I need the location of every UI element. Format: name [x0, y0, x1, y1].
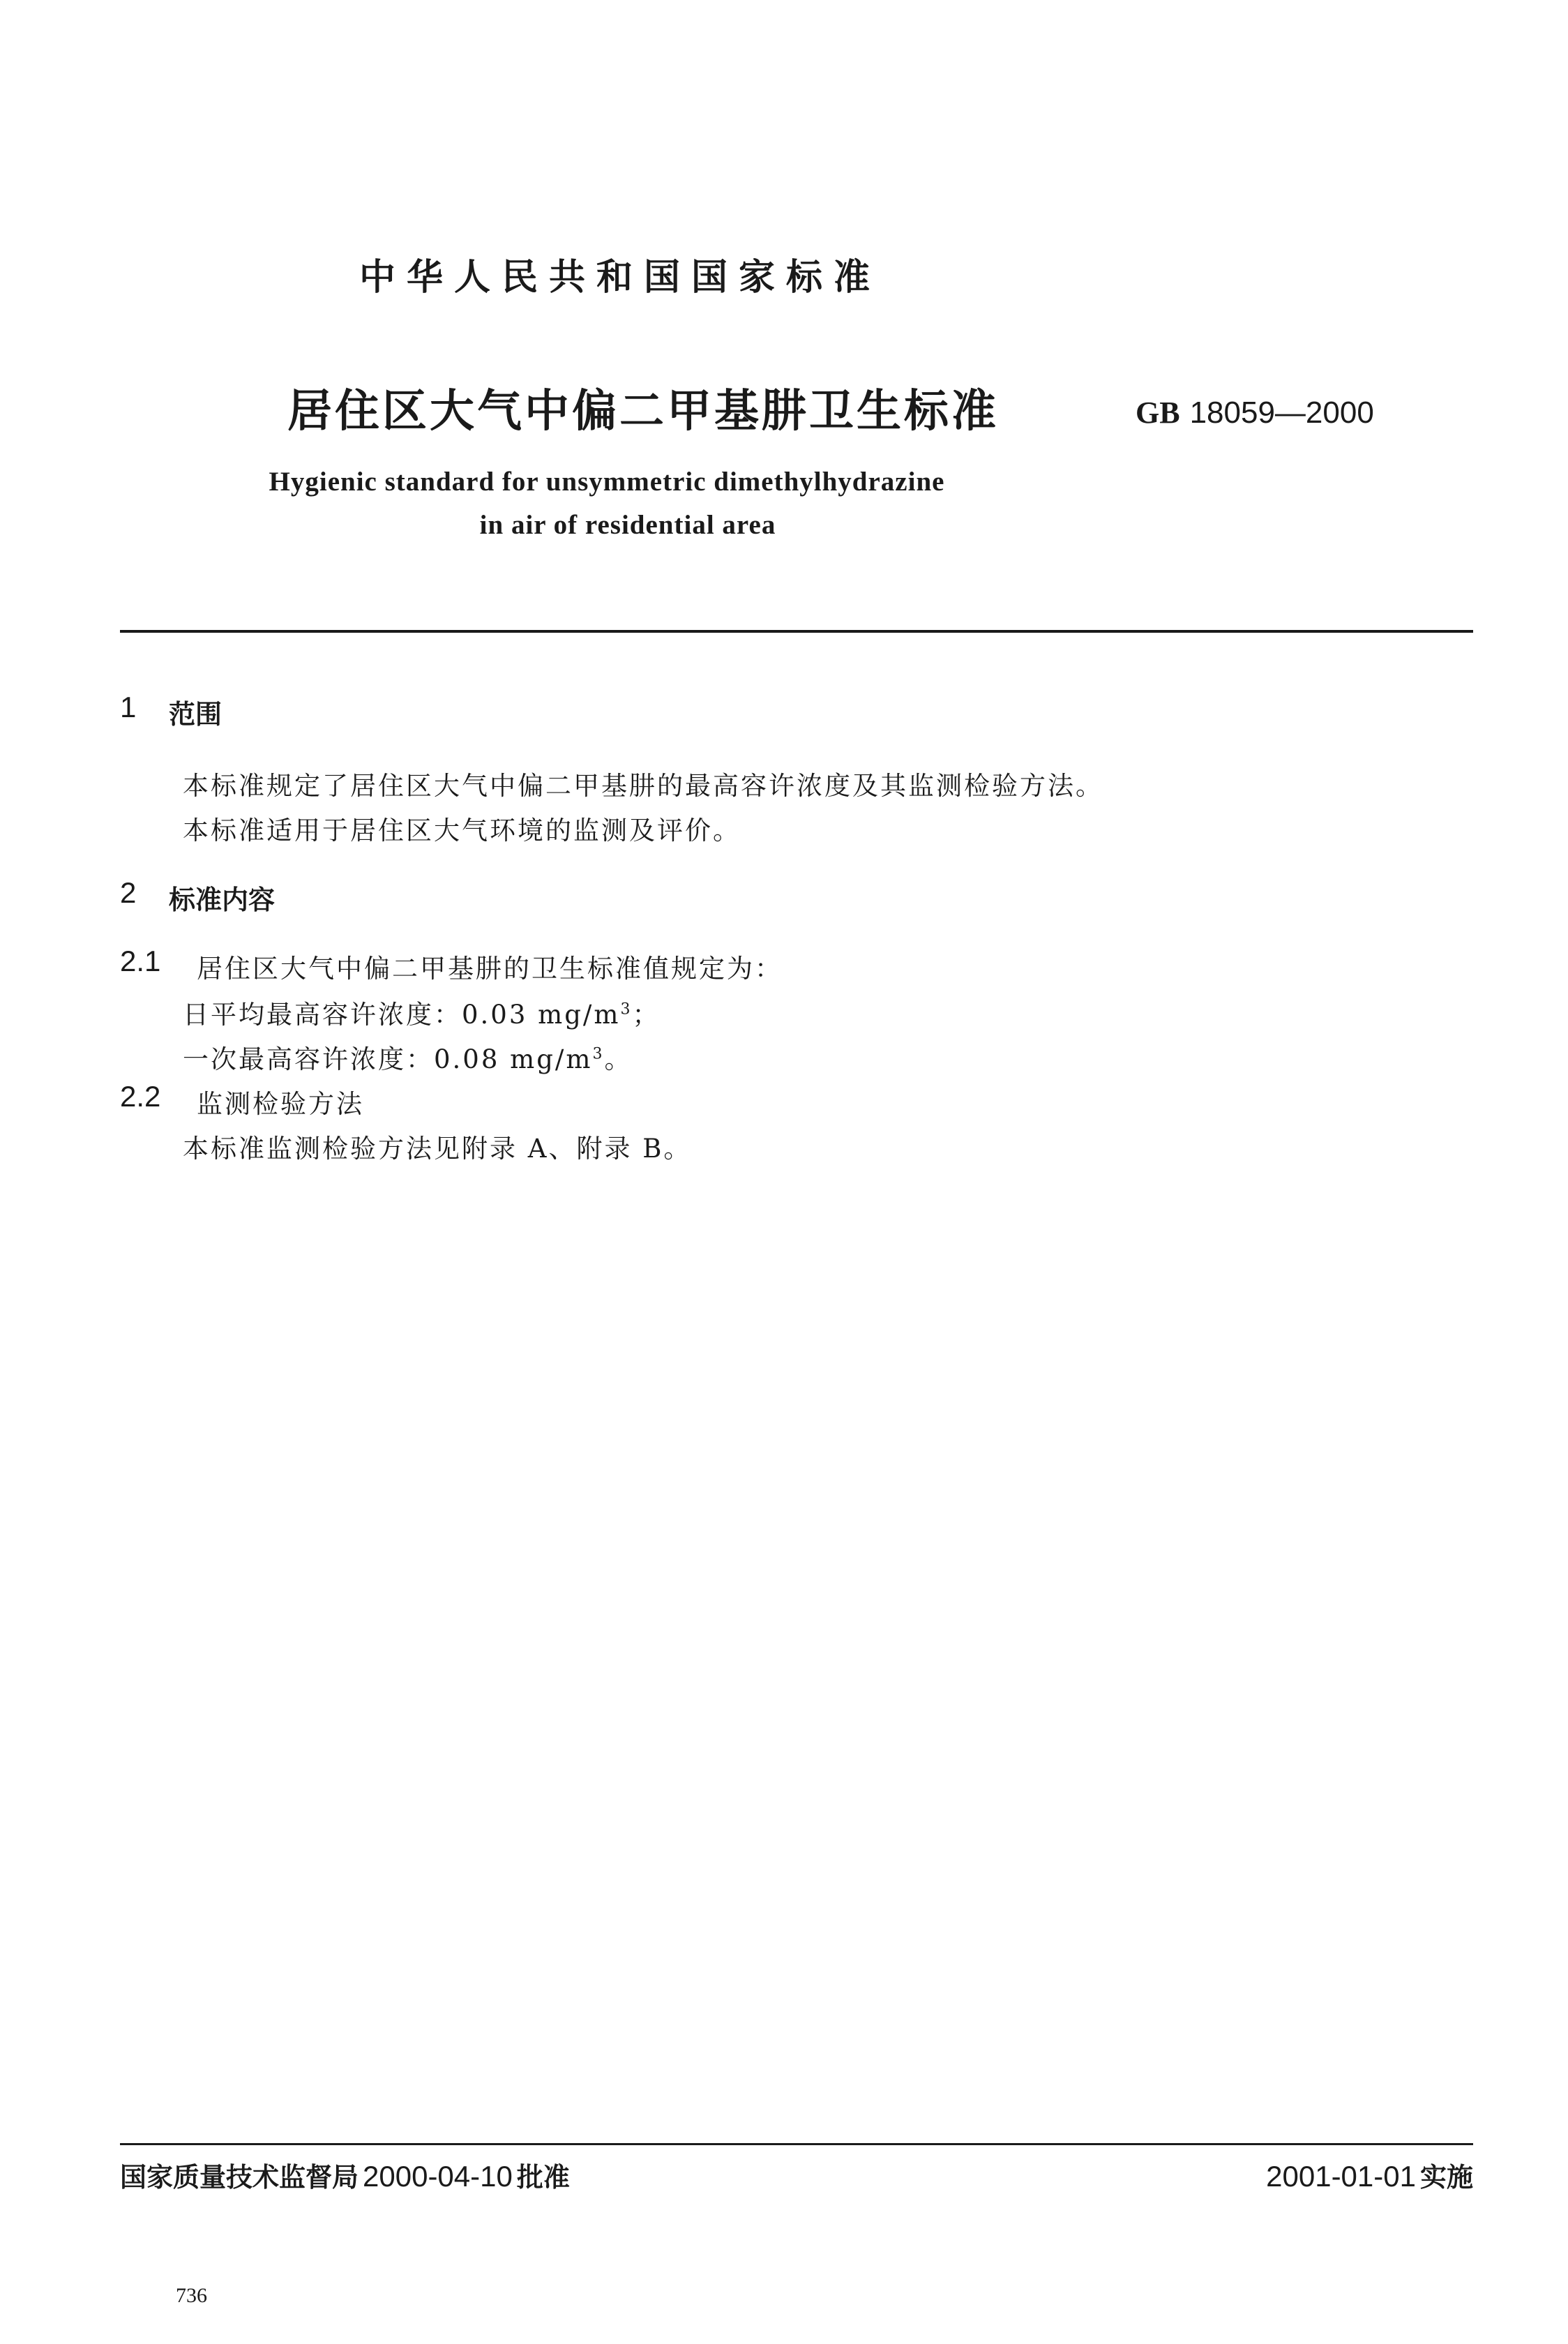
- standard-code-prefix: GB: [1136, 396, 1180, 430]
- section-2-number: 2: [120, 876, 137, 909]
- effective-label: 实施: [1419, 2162, 1473, 2193]
- section-1-title: 范围: [169, 699, 223, 730]
- approval-line: [120, 2156, 570, 2194]
- standard-code: [1136, 395, 1374, 430]
- section-1-paragraph-1: 本标准规定了居住区大气中偏二甲基肼的最高容许浓度及其监测检验方法。: [183, 771, 1103, 801]
- daily-average-label: 日平均最高容许浓度：: [183, 1000, 462, 1030]
- standard-code-number: 18059—2000: [1189, 396, 1374, 430]
- daily-average-unit-exponent: 3: [620, 1000, 633, 1019]
- section-2-title: 标准内容: [169, 885, 276, 915]
- approval-label: 批准: [516, 2162, 570, 2193]
- single-max-unit-exponent: 3: [592, 1045, 605, 1063]
- section-2-2-text: 本标准监测检验方法见附录 A、附录 B。: [183, 1134, 692, 1164]
- page-number: 736: [176, 2284, 207, 2307]
- section-2-2-title: 监测检验方法: [197, 1089, 364, 1119]
- section-2-1-number: 2.1: [120, 945, 161, 977]
- single-max-label: 一次最高容许浓度：: [183, 1044, 434, 1074]
- section-1-paragraph-2: 本标准适用于居住区大气环境的监测及评价。: [183, 816, 741, 846]
- daily-average-limit: [183, 993, 660, 1031]
- effective-line: [1262, 2156, 1473, 2194]
- footer-divider: [120, 2143, 1473, 2145]
- daily-average-value: 0.03 mg/m: [462, 1000, 621, 1030]
- standard-title-en-line1: Hygienic standard for unsymmetric dimethylhydrazine: [269, 467, 945, 497]
- section-2-2-number: 2.2: [120, 1080, 161, 1113]
- section-2-1-text: 居住区大气中偏二甲基肼的卫生标准值规定为：: [197, 954, 783, 984]
- approval-date: 2000-04-10: [363, 2160, 513, 2193]
- issuer-name: 国家质量技术监督局: [120, 2162, 359, 2193]
- effective-date: 2001-01-01: [1266, 2160, 1416, 2193]
- daily-average-end-punct: ；: [632, 1000, 661, 1030]
- single-max-end-punct: 。: [604, 1044, 633, 1074]
- section-1-number: 1: [120, 691, 137, 723]
- single-max-value: 0.08 mg/m: [434, 1044, 593, 1074]
- standard-title-zh: 居住区大气中偏二甲基肼卫生标准: [287, 386, 999, 437]
- single-max-limit: [183, 1038, 632, 1076]
- header-divider: [120, 630, 1473, 633]
- standard-title-en-line2: in air of residential area: [479, 510, 776, 540]
- issuing-country-heading: 中华人民共和国国家标准: [359, 257, 882, 299]
